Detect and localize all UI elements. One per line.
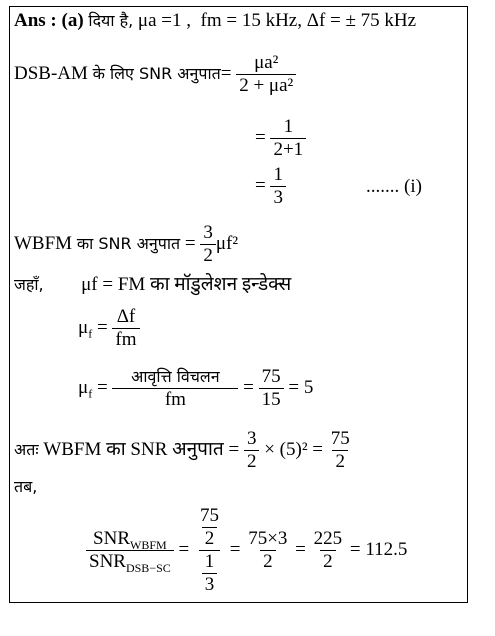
simplified-fraction: $\frac{225}{2}$ [313, 528, 343, 572]
wbfm-fraction [200, 222, 216, 267]
hence-result-fraction [328, 428, 353, 473]
equation-label-i: ....... (i) [366, 176, 422, 197]
step2-num: 1 [273, 164, 283, 185]
mu-f-num: Δf [116, 306, 136, 327]
step2-den: 3 [270, 186, 286, 209]
step-2: = $\frac{1}{3}$ [255, 164, 286, 209]
snr-wbfm: $SNR_{WBFM}$ [93, 528, 167, 552]
dsb-snr-line: DSB-AM के लिए SNR अनुपात= $\frac{\text{μa²}}{\text{2 + μa²}}$ [14, 52, 296, 97]
hence-label: अतः [14, 439, 39, 459]
part-label: (a) [61, 10, 84, 31]
hence-line: अतः WBFM का SNR अनुपात = $\frac{3}{2}$ × (5)² = $\frac{75}{2}$ [14, 428, 353, 473]
mu-f-value-line: $\mu_f$ = $\frac{\text{आवृत्ति विचलन}}{fm}$ = $\frac{75}{15}$ = 5 [78, 366, 314, 410]
snr-ratio-line: $\frac{SNR_{WBFM}}{SNR_{DSB-SC}}$ = $\frac{\frac{75}{2}}{\frac{1}{3}}$ = $\frac{75\times 3}{2}$ = $\frac{225}{2}$ = 112.5 [86, 505, 407, 596]
dsb-numerator: μa² [254, 52, 279, 73]
delta-f-value: Δf = ± 75 kHz [306, 10, 417, 31]
compound-num: $\frac{75}{2}$ [199, 505, 219, 549]
dsb-denominator: 2 + μa² [236, 74, 296, 97]
wbfm-num: 3 [203, 222, 213, 243]
product-fraction: $\frac{75\times 3}{2}$ [248, 528, 288, 572]
hence-text: WBFM का SNR अनुपात [43, 438, 224, 460]
wbfm-hindi-text: का SNR अनुपात [76, 233, 181, 253]
wbfm-snr-line: WBFM का SNR अनुपात = $\frac{3}{2}$ μf² [14, 222, 239, 266]
dsb-label: DSB-AM [14, 62, 88, 84]
dsb-hindi-text: के लिए SNR अनुपात [92, 63, 221, 83]
hence-mid: × (5)² = [264, 438, 323, 460]
fm-value: fm = 15 kHz, [200, 10, 302, 31]
hence-num: 3 [246, 428, 257, 449]
wbfm-label: WBFM [14, 232, 73, 254]
compound-fraction [194, 505, 225, 596]
mu-f-hindi-den: fm [112, 388, 238, 411]
where-label: जहाँ, [14, 275, 44, 294]
step1-fraction [270, 116, 306, 161]
step2-fraction [270, 164, 286, 209]
snr-dsb: $SNR_{DSB-SC}$ [86, 550, 174, 573]
wbfm-den: 2 [200, 244, 216, 267]
ans-label: Ans : [14, 10, 57, 31]
hence-den: 2 [244, 450, 260, 473]
compound-den: $\frac{1}{3}$ [199, 550, 221, 596]
step1-den: 2+1 [270, 138, 306, 161]
mu-f-val-num: 75 [261, 366, 281, 387]
mu-f-formula: $\mu_f$ = $\frac{\Delta f}{fm}$ [78, 306, 140, 351]
hence-rnum: 75 [330, 428, 350, 449]
snr-ratio-fraction [86, 528, 174, 573]
mu-f-val-den: 15 [259, 388, 284, 411]
mu-f-numeric-fraction [259, 366, 284, 411]
mu-f-hindi-num: आवृत्ति विचलन [131, 367, 220, 386]
hence-rden: 2 [332, 450, 348, 473]
given-line: Ans : (a) दिया है, μa =1 , fm = 15 kHz, Δf = ± 75 kHz [14, 10, 417, 31]
mu-f-definition: μf = FM का मॉडुलेशन इन्डेक्स [81, 274, 292, 295]
dsb-fraction [236, 52, 296, 97]
mu-f-fraction [112, 306, 139, 351]
mu-f-hindi-fraction [112, 366, 238, 411]
where-line [14, 274, 291, 296]
mu-f-squared: μf² [215, 232, 239, 254]
then-label: तब, [14, 477, 38, 496]
final-result: = 112.5 [349, 538, 408, 560]
mu-f-result: = 5 [288, 376, 314, 398]
given-text: दिया है, [88, 11, 134, 30]
hence-fraction [244, 428, 260, 473]
step-1: = $\frac{1}{2+1}$ [255, 116, 306, 161]
mu-a-value: μa =1 [137, 10, 182, 31]
mu-f-den: fm [112, 328, 139, 351]
step1-num: 1 [283, 116, 294, 137]
